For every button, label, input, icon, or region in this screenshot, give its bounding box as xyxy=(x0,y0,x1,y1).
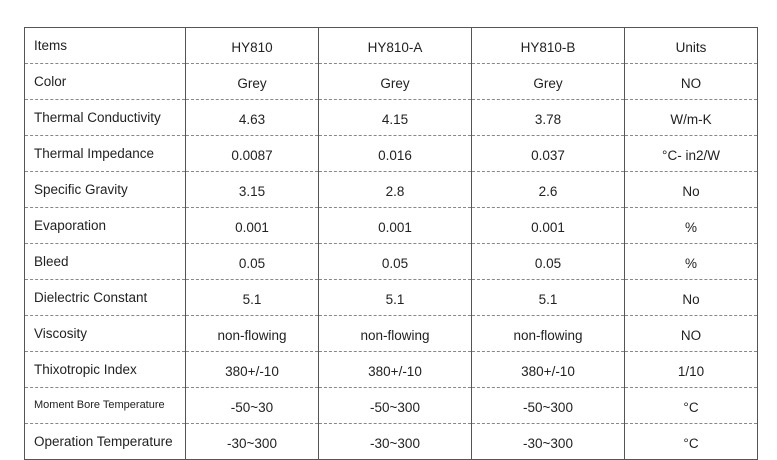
table-row xyxy=(25,208,758,244)
table-row xyxy=(25,136,758,172)
cell-hy810-b: 0.001 xyxy=(472,208,625,244)
cell-units: % xyxy=(625,208,758,244)
table-row xyxy=(25,172,758,208)
row-label: Evaporation xyxy=(25,208,186,244)
cell-hy810-a: 5.1 xyxy=(319,280,472,316)
cell-units: No xyxy=(625,172,758,208)
cell-units: W/m-K xyxy=(625,100,758,136)
row-label: Bleed xyxy=(25,244,186,280)
cell-hy810: -50~30 xyxy=(186,388,319,424)
row-label: Color xyxy=(25,64,186,100)
cell-units: No xyxy=(625,280,758,316)
cell-hy810: -30~300 xyxy=(186,424,319,460)
cell-hy810-a: non-flowing xyxy=(319,316,472,352)
cell-hy810: 3.15 xyxy=(186,172,319,208)
cell-hy810-a: 2.8 xyxy=(319,172,472,208)
cell-hy810-b: 380+/-10 xyxy=(472,352,625,388)
row-label: Specific Gravity xyxy=(25,172,186,208)
header-cell-items: Items xyxy=(25,28,186,64)
cell-hy810: 0.05 xyxy=(186,244,319,280)
table-row xyxy=(25,424,758,460)
row-label: Viscosity xyxy=(25,316,186,352)
cell-hy810-a: 4.15 xyxy=(319,100,472,136)
table-row xyxy=(25,352,758,388)
cell-hy810-a: Grey xyxy=(319,64,472,100)
header-cell-units: Units xyxy=(625,28,758,64)
cell-hy810: 0.001 xyxy=(186,208,319,244)
table-row xyxy=(25,64,758,100)
cell-hy810-b: 5.1 xyxy=(472,280,625,316)
spec-table xyxy=(24,27,758,460)
cell-hy810-a: -30~300 xyxy=(319,424,472,460)
cell-units: NO xyxy=(625,316,758,352)
cell-units: NO xyxy=(625,64,758,100)
cell-units: 1/10 xyxy=(625,352,758,388)
row-label: Thermal Conductivity xyxy=(25,100,186,136)
row-label: Thermal Impedance xyxy=(25,136,186,172)
cell-hy810-b: non-flowing xyxy=(472,316,625,352)
cell-hy810-a: 0.001 xyxy=(319,208,472,244)
row-label: Thixotropic Index xyxy=(25,352,186,388)
table-row xyxy=(25,388,758,424)
header-cell-hy810: HY810 xyxy=(186,28,319,64)
table-row xyxy=(25,244,758,280)
cell-hy810: 380+/-10 xyxy=(186,352,319,388)
header-cell-hy810-b: HY810-B xyxy=(472,28,625,64)
cell-hy810: 5.1 xyxy=(186,280,319,316)
cell-hy810-a: 0.05 xyxy=(319,244,472,280)
cell-hy810-b: -50~300 xyxy=(472,388,625,424)
table-row xyxy=(25,100,758,136)
cell-units: °C- in2/W xyxy=(625,136,758,172)
cell-hy810-b: 0.05 xyxy=(472,244,625,280)
cell-hy810-b: 3.78 xyxy=(472,100,625,136)
cell-units: % xyxy=(625,244,758,280)
cell-hy810: 0.0087 xyxy=(186,136,319,172)
table-row xyxy=(25,316,758,352)
row-label: Moment Bore Temperature xyxy=(25,388,186,424)
cell-hy810: Grey xyxy=(186,64,319,100)
cell-hy810: 4.63 xyxy=(186,100,319,136)
table-row xyxy=(25,280,758,316)
cell-hy810-b: Grey xyxy=(472,64,625,100)
cell-hy810-b: -30~300 xyxy=(472,424,625,460)
row-label: Operation Temperature xyxy=(25,424,186,460)
row-label: Dielectric Constant xyxy=(25,280,186,316)
cell-hy810: non-flowing xyxy=(186,316,319,352)
cell-hy810-a: 0.016 xyxy=(319,136,472,172)
cell-units: °C xyxy=(625,424,758,460)
cell-hy810-a: 380+/-10 xyxy=(319,352,472,388)
cell-hy810-b: 2.6 xyxy=(472,172,625,208)
cell-hy810-a: -50~300 xyxy=(319,388,472,424)
cell-hy810-b: 0.037 xyxy=(472,136,625,172)
header-cell-hy810-a: HY810-A xyxy=(319,28,472,64)
header-row xyxy=(25,28,758,64)
cell-units: °C xyxy=(625,388,758,424)
